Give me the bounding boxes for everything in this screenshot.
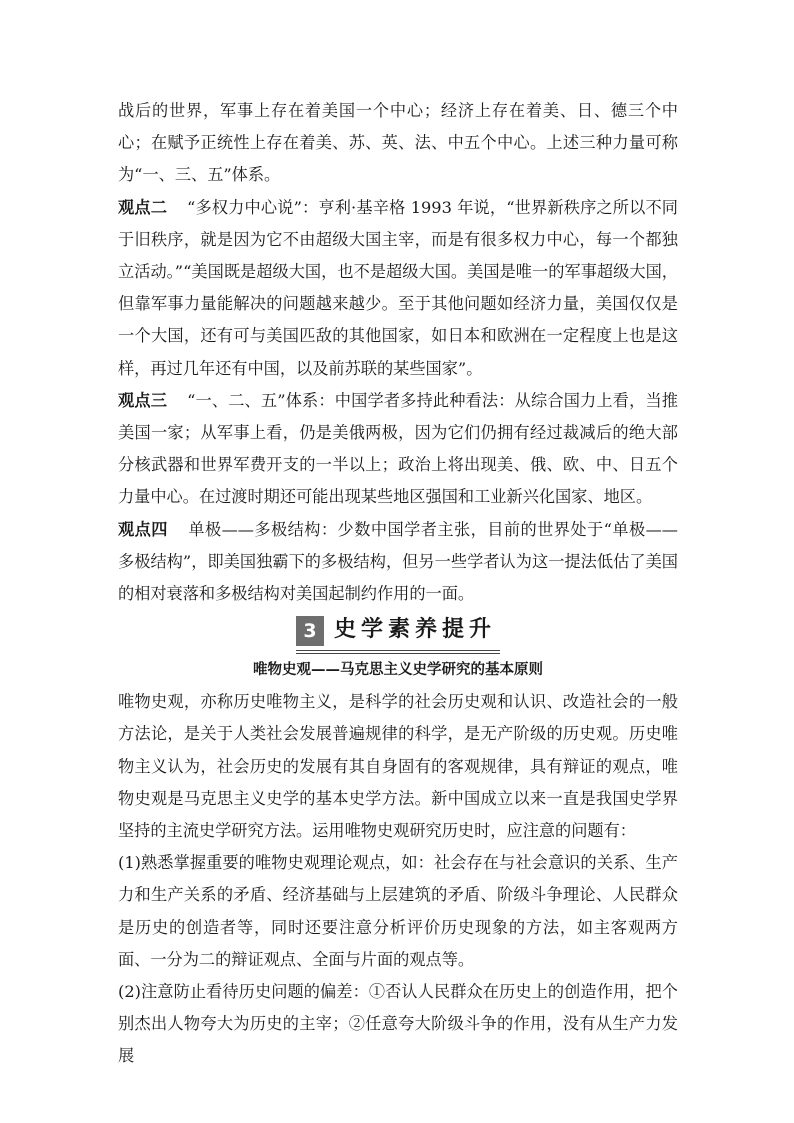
section-header: [118, 612, 678, 658]
section-subtitle: 唯物史观——马克思主义史学研究的基本原则: [253, 662, 543, 679]
section-underline: [296, 650, 500, 651]
view-four-label: 观点四: [118, 519, 168, 539]
view-three: [118, 385, 678, 514]
body-paragraph: 唯物史观，亦称历史唯物主义，是科学的社会历史观和认识、改造社会的一般方法论，是关于人类社会发展普遍规律的科学，是无产阶级的历史观。历史唯物主义认为，社会历史的发展有其自身固有的客观规律，具有辩证的观点，唯物史观是马克思主义史学的基本史学方法。新中国成立以来一直是我国史学界坚持的主流史学研究方法。运用唯物史观研究历史时，应注意的问题有：: [118, 692, 678, 841]
view-two-label: 观点二: [118, 197, 168, 217]
section-underline-thin: [296, 653, 500, 654]
view-two-text: “多权力中心说”：亨利·基辛格 1993 年说，“世界新秩序之所以不同于旧秩序，就是因为它不由超级大国主宰，而是有很多权力中心，每一个都独立活动。”“美国既是超级大国，也不是超级大国。美国是唯一的军事超级大国，但靠军事力量能解决的问题越来越少。至于其他问题如经济力量，美国仅仅是一个大国，还有可与美国匹敌的其他国家，如日本和欧洲在一定程度上也是这样，再过几年还有中国，以及前苏联的某些国家”。: [118, 197, 678, 378]
document-page: [118, 95, 678, 1073]
body-paragraph: (2)注意防止看待历史问题的偏差：①否认人民群众在历史上的创造作用，把个别杰出人物夸大为历史的主宰；②任意夸大阶级斗争的作用，没有从生产力发展: [118, 982, 678, 1066]
view-three-label: 观点三: [118, 390, 168, 410]
view-three-text: “一、二、五”体系：中国学者多持此种看法：从综合国力上看，当推美国一家；从军事上看，仍是美俄两极，因为它们仍拥有经过裁减后的绝大部分核武器和世界军费开支的一半以上；政治上将出现美、俄、欧、中、日五个力量中心。在过渡时期还可能出现某些地区强国和工业新兴化国家、地区。: [118, 390, 678, 507]
view-four-text: 单极——多极结构：少数中国学者主张，目前的世界处于“单极——多极结构”，即美国独霸下的多极结构，但另一些学者认为这一提法低估了美国的相对衰落和多极结构对美国起制约作用的一面。: [118, 519, 678, 604]
body-paragraph: (1)熟悉掌握重要的唯物史观理论观点，如：社会存在与社会意识的关系、生产力和生产关系的矛盾、经济基础与上层建筑的矛盾、阶级斗争理论、人民群众是历史的创造者等，同时还要注意分析评价历史现象的方法，如主客观两方面、一分为二的辩证观点、全面与片面的观点等。: [118, 853, 678, 969]
section-number-badge: 3: [296, 616, 324, 646]
view-two: [118, 192, 678, 385]
view-four: [118, 514, 678, 611]
section-title: 史学素养提升: [334, 616, 497, 643]
intro-paragraph: 战后的世界，军事上存在着美国一个中心；经济上存在着美、日、德三个中心；在赋予正统性上存在着美、苏、英、法、中五个中心。上述三种力量可称为“一、三、五”体系。: [118, 101, 678, 185]
